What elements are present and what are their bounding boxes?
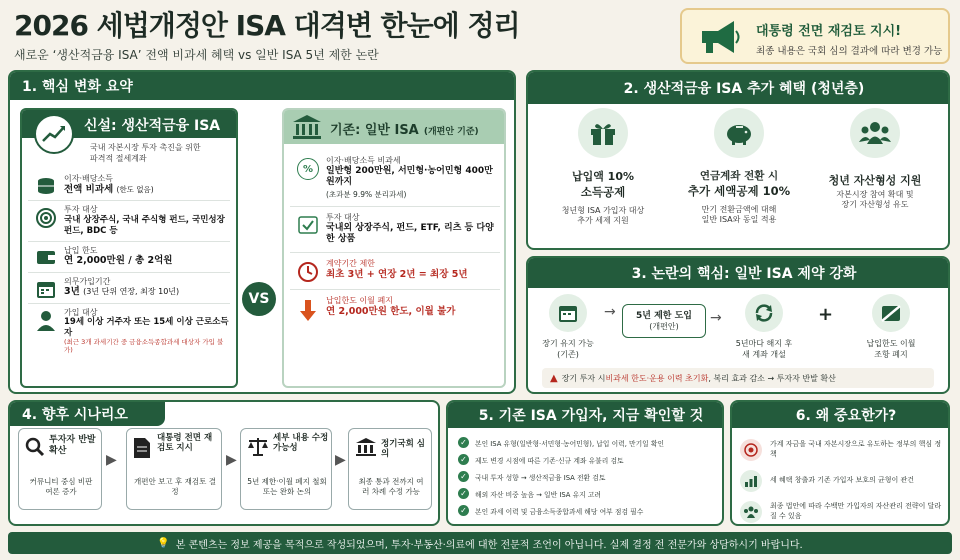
checklist-text: 본인 과세 이력 및 금융소득종합과세 해당 여부 점검 필수 xyxy=(475,507,644,516)
page-title: 2026 세법개정안 ISA 대격변 한눈에 정리 xyxy=(14,9,520,42)
checklist-item xyxy=(458,485,720,502)
step-reopen xyxy=(724,294,804,360)
new-isa-row xyxy=(28,170,230,201)
target-icon xyxy=(740,439,762,461)
new-isa-row xyxy=(28,242,230,273)
new-isa-row xyxy=(28,201,230,242)
step-l1: 5년 제한 도입 xyxy=(636,311,692,321)
target-icon xyxy=(28,205,64,229)
old-isa-row xyxy=(290,150,500,207)
checklist-item xyxy=(458,451,720,468)
row-value: 연 2,000만원 / 총 2억원 xyxy=(64,255,173,267)
check-icon: ✓ xyxy=(458,505,469,516)
step-l2: (기존) xyxy=(557,350,579,359)
scenario-desc: 최종 통과 전까지 여러 차례 수정 가능 xyxy=(358,477,424,496)
row-note: (최근 3개 과세기간 중 금융소득종합과세 대상자 가입 불가) xyxy=(64,338,224,355)
notice-box xyxy=(680,8,950,64)
plus-sign: + xyxy=(818,304,834,325)
section1-title: 1. 핵심 변화 요약 xyxy=(10,72,514,100)
row-value: 19세 이상 거주자 또는 15세 이상 근로소득자 xyxy=(64,317,229,339)
step-keep xyxy=(538,294,598,360)
old-isa-row xyxy=(290,290,500,328)
check-icon: ✓ xyxy=(458,471,469,482)
row-value: 최초 3년 + 연장 2년 = 최장 5년 xyxy=(326,268,468,280)
scenario-step xyxy=(18,428,102,510)
benefit-title1: 연금계좌 전환 시 xyxy=(699,170,779,182)
arrow-right-icon: ▶ xyxy=(335,452,346,468)
checklist-text: 해외 자산 비중 높음 → 일반 ISA 유지 고려 xyxy=(475,490,601,499)
old-isa-row xyxy=(290,207,500,253)
scenario-desc: 커뮤니티 중심 비판 여론 증가 xyxy=(29,477,93,496)
row-value: 국내 상장주식, 국내 주식형 펀드, 국민성장펀드, BDC 등 xyxy=(64,214,225,236)
checklist-text: 본인 ISA 유형(일반형·서민형·농어민형), 납입 이력, 만기일 확인 xyxy=(475,439,665,448)
section-controversy xyxy=(526,256,950,394)
calendar-icon xyxy=(28,277,64,299)
row-value: 국내외 상장주식, 펀드, ETF, 리츠 등 다양한 상품 xyxy=(326,222,494,245)
section-youth-benefits xyxy=(526,70,950,250)
clock-icon xyxy=(290,259,326,283)
importance-text: 가계 자금을 국내 자본시장으로 유도하는 정부의 핵심 정책 xyxy=(770,440,942,458)
benefit-title2: 추가 세액공제 10% xyxy=(687,184,791,198)
step-l1: 장기 유지 가능 xyxy=(542,339,594,348)
row-label: 이자·배당소득 비과세 xyxy=(326,156,401,165)
document-icon xyxy=(133,437,151,463)
old-isa-card xyxy=(282,108,506,388)
old-isa-title: 기존: 일반 ISA xyxy=(330,123,419,138)
vs-badge: VS xyxy=(242,282,276,316)
lightbulb-icon: 💡 xyxy=(157,537,170,549)
piggy-bank-icon xyxy=(714,108,764,158)
importance-list xyxy=(740,434,946,526)
row-note: (초과분 9.9% 분리과세) xyxy=(326,189,407,199)
down-arrow-icon xyxy=(290,296,326,322)
scenario-title: 대통령 전면 재검토 지시 xyxy=(157,433,213,454)
benefit-desc1: 자본시장 참여 확대 및 xyxy=(836,190,914,199)
person-icon xyxy=(28,308,64,332)
row-label: 계약기간 제한 xyxy=(326,258,375,268)
disclaimer-text: 본 콘텐츠는 정보 제공을 목적으로 작성되었으며, 투자·부동산·의료에 대한 전문적 조언이 아닙니다. 실제 결정 전 전문가와 상담하시기 바랍니다. xyxy=(175,539,803,551)
importance-item xyxy=(740,465,946,496)
bank-icon xyxy=(292,114,322,140)
row-value: 전액 비과세 xyxy=(64,183,114,195)
chart-icon xyxy=(740,470,762,492)
warning-icon: ▲ xyxy=(550,372,558,384)
section6-title: 6. 왜 중요한가? xyxy=(732,402,948,428)
checklist-text: 제도 변경 시점에 따른 기존·신규 계좌 유불리 검토 xyxy=(475,456,624,465)
coins-icon xyxy=(28,174,64,196)
notice-title: 대통령 전면 재검토 지시! xyxy=(756,24,902,39)
section-checklist xyxy=(446,400,724,526)
wallet-icon xyxy=(28,246,64,266)
benefit-desc2: 장기 자산형성 유도 xyxy=(841,199,909,209)
scenario-title: 세부 내용 수정 가능성 xyxy=(273,433,329,454)
checklist-item xyxy=(458,502,720,519)
no-carryover-icon xyxy=(872,294,910,332)
importance-text: 최종 법안에 따라 수백만 가입자의 자산관리 전략이 달라질 수 있음 xyxy=(770,502,942,520)
section-importance xyxy=(730,400,950,526)
section-core-changes xyxy=(8,70,516,394)
check-icon: ✓ xyxy=(458,488,469,499)
warning-text-a: 장기 투자 시 xyxy=(561,373,606,383)
new-isa-row xyxy=(28,273,230,304)
step-l2: 새 계좌 개설 xyxy=(742,350,786,359)
section5-title: 5. 기존 ISA 가입자, 지금 확인할 것 xyxy=(448,402,722,428)
new-isa-row xyxy=(28,304,230,359)
old-isa-row xyxy=(290,253,500,290)
chart-up-icon xyxy=(34,114,74,154)
refresh-icon xyxy=(745,294,783,332)
search-icon xyxy=(25,437,45,461)
scale-icon xyxy=(247,437,269,461)
arrow-right-icon: → xyxy=(710,310,722,326)
check-icon: ✓ xyxy=(458,437,469,448)
notice-text: 최종 내용은 국회 심의 결과에 따라 변경 가능 xyxy=(756,46,943,57)
step-l1: 납입한도 이월 xyxy=(866,339,916,348)
benefit-desc1: 만기 전환금액에 대해 xyxy=(701,205,777,214)
page-subtitle: 새로운 ‘생산적금융 ISA’ 전액 비과세 혜택 vs 일반 ISA 5년 제한 논란 xyxy=(14,48,379,62)
megaphone-icon xyxy=(696,18,742,56)
step-carryover xyxy=(846,294,936,360)
checklist-item xyxy=(458,434,720,451)
benefit-desc2: 추가 세제 지원 xyxy=(577,215,629,225)
arrow-right-icon: ▶ xyxy=(226,452,237,468)
importance-item xyxy=(740,496,946,526)
old-isa-title-suffix: (개편안 기준) xyxy=(423,127,479,137)
building-icon xyxy=(355,437,377,461)
scenario-desc: 개편안 보고 후 재검토 결정 xyxy=(134,477,216,496)
benefit-desc1: 청년형 ISA 가입자 대상 xyxy=(561,206,645,215)
section3-title: 3. 논란의 핵심: 일반 ISA 제약 강화 xyxy=(528,258,948,288)
step-5year xyxy=(622,304,706,338)
benefit-item xyxy=(810,108,940,248)
importance-text: 세 혜택 창출과 기존 가입자 보호의 균형이 관건 xyxy=(770,475,915,484)
row-value: 연 2,000만원 한도, 이월 불가 xyxy=(326,305,456,317)
scenario-step xyxy=(240,428,332,510)
arrow-right-icon: ▶ xyxy=(106,452,117,468)
check-icon: ✓ xyxy=(458,454,469,465)
arrow-right-icon: → xyxy=(604,304,616,320)
disclaimer-footer xyxy=(8,532,952,554)
new-isa-card xyxy=(20,108,238,388)
warning-text-b: 비과세 한도·운용 이력 초기화 xyxy=(605,373,709,383)
calendar-icon xyxy=(549,294,587,332)
row-label: 납입한도 이월 폐지 xyxy=(326,295,393,305)
row-value: 일반형 200만원, 서민형·농어민형 400만원까지 xyxy=(326,165,493,188)
benefit-desc2: 일반 ISA와 동일 적용 xyxy=(701,214,777,224)
warning-bar xyxy=(542,368,934,388)
row-value: 3년 xyxy=(64,286,80,298)
checklist-text: 국내 투자 성향 → 생산적금융 ISA 전환 검토 xyxy=(475,473,606,482)
new-isa-desc2: 파격적 절세계좌 xyxy=(90,154,147,163)
row-label: 투자 대상 xyxy=(64,205,98,214)
benefit-item xyxy=(674,108,804,248)
benefit-title1: 납입액 10% xyxy=(571,170,635,183)
row-label: 투자 대상 xyxy=(326,212,360,222)
checklist xyxy=(458,434,720,519)
row-value-suffix: (3년 단위 연장, 최장 10년) xyxy=(83,287,180,297)
scenario-title: 정기국회 심의 xyxy=(381,439,426,460)
row-label: 이자·배당소득 xyxy=(64,174,113,183)
section2-title: 2. 생산적금융 ISA 추가 혜택 (청년층) xyxy=(528,72,948,104)
benefit-title2: 소득공제 xyxy=(580,185,626,199)
new-isa-desc1: 국내 자본시장 투자 촉진을 위한 xyxy=(90,143,201,152)
warning-text-c: , 복리 효과 감소 → 투자자 반발 확산 xyxy=(708,373,836,383)
benefit-title1: 청년 자산형성 지원 xyxy=(828,174,922,187)
checklist-item xyxy=(458,468,720,485)
people-icon xyxy=(740,501,762,523)
section4-title: 4. 향후 시나리오 xyxy=(10,402,165,426)
percent-icon: % xyxy=(290,156,326,180)
scenario-step xyxy=(126,428,222,510)
step-l1: 5년마다 해지 후 xyxy=(735,339,793,348)
row-label: 의무가입기간 xyxy=(64,276,111,286)
gift-icon xyxy=(578,108,628,158)
check-box-icon xyxy=(290,213,326,235)
people-icon xyxy=(850,108,900,158)
scenario-step xyxy=(348,428,432,510)
row-label: 가입 대상 xyxy=(64,307,98,317)
importance-item xyxy=(740,434,946,465)
scenario-desc: 5년 제한·이월 폐지 철회 또는 완화 논의 xyxy=(247,477,327,496)
row-label: 납입 한도 xyxy=(64,245,98,255)
new-isa-title: 신설: 생산적금융 ISA xyxy=(84,118,221,134)
benefit-item xyxy=(538,108,668,248)
step-l2: (개편안) xyxy=(649,322,679,331)
step-l2: 조항 폐지 xyxy=(874,350,908,359)
row-value-suffix: (한도 없음) xyxy=(116,184,154,194)
scenario-title: 투자자 반발 확산 xyxy=(49,435,96,456)
